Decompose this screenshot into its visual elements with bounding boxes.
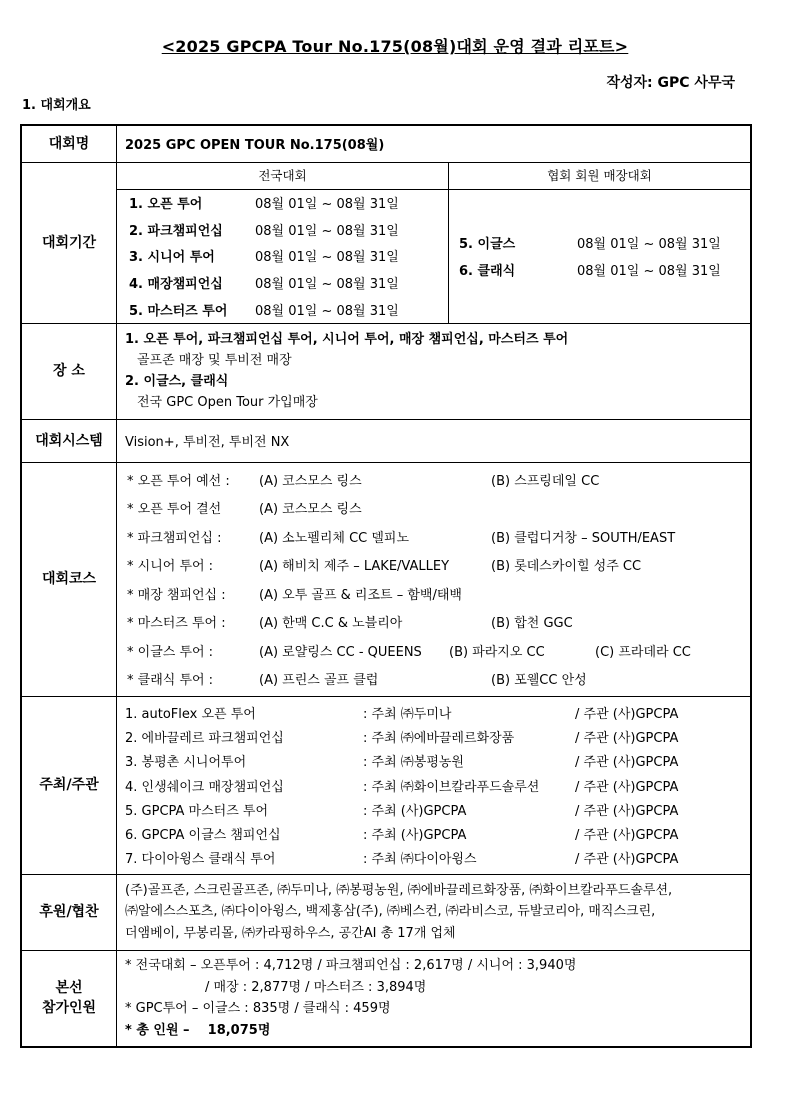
tour-name: 5. 마스터즈 투어: [129, 303, 228, 319]
label-place: 장 소: [21, 323, 117, 419]
course-cell: [117, 462, 752, 696]
tour-date: 08월 01일 ~ 08월 31일: [577, 237, 721, 253]
national-column: [117, 163, 449, 323]
course-tour: * 이글스 투어 :: [127, 644, 214, 660]
participants-total: * 총 인원 – 18,075명: [125, 1022, 271, 1038]
host-org: : 주최 (사)GPCPA: [363, 803, 467, 819]
course-b: (B) 클럽디거창 – SOUTH/EAST: [491, 530, 676, 546]
tour-date: 08월 01일 ~ 08월 31일: [255, 223, 399, 239]
host-item: [125, 845, 750, 869]
tour-date: 08월 01일 ~ 08월 31일: [577, 263, 721, 279]
host-org: : 주최 (사)GPCPA: [363, 827, 467, 843]
label-participants: [21, 950, 117, 1047]
course-a: (A) 오투 골프 & 리조트 – 함백/태백: [259, 587, 462, 603]
host-tour: 6. GPCPA 이글스 챔피언십: [125, 827, 281, 843]
row-course: [21, 462, 751, 696]
host-manager: / 주관 (사)GPCPA: [575, 852, 679, 868]
label-host: 주최/주관: [21, 696, 117, 874]
section-heading: 1. 대회개요: [22, 98, 91, 113]
host-item: [125, 725, 750, 749]
tour-name: 2. 파크챔피언십: [129, 223, 223, 239]
host-item: [125, 700, 750, 724]
host-tour: 5. GPCPA 마스터즈 투어: [125, 803, 269, 819]
host-tour: 7. 다이아윙스 클래식 투어: [125, 852, 276, 868]
course-a: (A) 해비치 제주 – LAKE/VALLEY: [259, 559, 450, 575]
row-place: [21, 323, 751, 419]
course-b: (B) 포웰CC 안성: [491, 673, 587, 689]
host-manager: / 주관 (사)GPCPA: [575, 779, 679, 795]
tour-name: 3. 시니어 투어: [129, 250, 215, 266]
host-manager: / 주관 (사)GPCPA: [575, 827, 679, 843]
member-item: [449, 229, 750, 256]
member-header: 협회 회원 매장대회: [449, 163, 750, 190]
tour-name: 4. 매장챔피언십: [129, 277, 223, 293]
sponsor-line: 더앰베이, 무봉리몰, ㈜카라핑하우스, 공간AI 총 17개 업체: [125, 925, 456, 941]
course-tour: * 매장 챔피언십 :: [127, 587, 226, 603]
value-system: Vision+, 투비전, 투비전 NX: [117, 419, 752, 462]
national-item: [117, 269, 448, 296]
row-host: [21, 696, 751, 874]
participants-line: * 전국대회 – 오픈투어 : 4,712명 / 파크챔피언십 : 2,617명 / 시니어 : 3,940명: [125, 958, 577, 974]
host-tour: 1. autoFlex 오픈 투어: [125, 706, 256, 722]
national-header: 전국대회: [117, 163, 448, 190]
course-c: (C) 프라데라 CC: [595, 644, 691, 660]
host-manager: / 주관 (사)GPCPA: [575, 731, 679, 747]
label-participants-line: 본선: [55, 980, 83, 997]
course-a: (A) 로얄링스 CC - QUEENS: [259, 644, 422, 660]
place-line: 전국 GPC Open Tour 가입매장: [137, 395, 318, 410]
course-a: (A) 코스모스 링스: [259, 502, 362, 518]
course-tour: * 시니어 투어 :: [127, 559, 214, 575]
host-item: [125, 821, 750, 845]
host-org: : 주최 ㈜다이아윙스: [363, 852, 477, 868]
host-tour: 4. 인생쉐이크 매장챔피언십: [125, 779, 284, 795]
tour-date: 08월 01일 ~ 08월 31일: [255, 250, 399, 266]
member-column: [449, 163, 750, 323]
place-line: 2. 이글스, 클래식: [125, 374, 229, 389]
course-a: (A) 한맥 C.C & 노블리아: [259, 616, 403, 632]
period-cell: [117, 162, 752, 323]
place-line: 골프존 매장 및 투비전 매장: [137, 353, 292, 368]
host-org: : 주최 ㈜화이브칼라푸드솔루션: [363, 779, 540, 795]
label-sponsor: 후원/협찬: [21, 874, 117, 950]
course-item: [125, 522, 750, 551]
course-b: (B) 롯데스카이힐 성주 CC: [491, 559, 642, 575]
tour-name: 1. 오픈 투어: [129, 197, 203, 213]
course-tour: * 오픈 투어 결선: [127, 502, 222, 518]
national-item: [117, 243, 448, 270]
overview-table: [20, 124, 752, 1048]
row-name: [21, 125, 751, 162]
label-system: 대회시스템: [21, 419, 117, 462]
course-item: [125, 665, 750, 694]
value-name: 2025 GPC OPEN TOUR No.175(08월): [117, 125, 752, 162]
tour-date: 08월 01일 ~ 08월 31일: [255, 303, 399, 319]
label-name: 대회명: [21, 125, 117, 162]
sponsor-line: ㈜알에스스포츠, ㈜다이아윙스, 백제홍삼(주), ㈜베스컨, ㈜라비스코, 듀발코리아, 매직스크린,: [125, 904, 656, 920]
national-item: [117, 216, 448, 243]
place-cell: [117, 323, 752, 419]
host-manager: / 주관 (사)GPCPA: [575, 803, 679, 819]
row-participants: [21, 950, 751, 1047]
row-sponsor: [21, 874, 751, 950]
participants-line: / 매장 : 2,877명 / 마스터즈 : 3,894명: [205, 979, 427, 995]
host-item: [125, 773, 750, 797]
host-org: : 주최 ㈜봉평농원: [363, 755, 464, 771]
participants-cell: [117, 950, 752, 1047]
host-tour: 3. 봉평촌 시니어투어: [125, 755, 247, 771]
tour-name: 5. 이글스: [459, 237, 516, 253]
course-b: (B) 합천 GGC: [491, 616, 573, 632]
course-item: [125, 494, 750, 523]
author-label: 작성자: GPC 사무국: [606, 75, 735, 91]
course-item: [125, 579, 750, 608]
course-item: [125, 636, 750, 665]
host-manager: / 주관 (사)GPCPA: [575, 755, 679, 771]
member-item: [449, 256, 750, 283]
course-a: (A) 프린스 골프 클럽: [259, 673, 379, 689]
host-item: [125, 749, 750, 773]
sponsor-cell: [117, 874, 752, 950]
host-tour: 2. 에바끌레르 파크챔피언십: [125, 731, 284, 747]
row-system: [21, 419, 751, 462]
report-title: <2025 GPCPA Tour No.175(08월)대회 운영 결과 리포트>: [161, 37, 629, 56]
sponsor-line: (주)골프존, 스크린골프존, ㈜두미나, ㈜봉평농원, ㈜에바끌레르화장품, ㈜화이브칼라푸드솔루션,: [125, 882, 673, 898]
place-line: 1. 오픈 투어, 파크챔피언십 투어, 시니어 투어, 매장 챔피언십, 마스터즈 투어: [125, 332, 569, 347]
tour-date: 08월 01일 ~ 08월 31일: [255, 277, 399, 293]
host-org: : 주최 ㈜두미나: [363, 706, 452, 722]
course-b: (B) 스프링데일 CC: [491, 473, 600, 489]
course-tour: * 마스터즈 투어 :: [127, 616, 226, 632]
course-b: (B) 파라지오 CC: [449, 644, 545, 660]
course-item: [125, 465, 750, 494]
label-course: 대회코스: [21, 462, 117, 696]
label-period: 대회기간: [21, 162, 117, 323]
course-a: (A) 소노펠리체 CC 델피노: [259, 530, 410, 546]
national-item: [117, 190, 448, 217]
host-cell: [117, 696, 752, 874]
course-tour: * 오픈 투어 예선 :: [127, 473, 230, 489]
national-item: [117, 296, 448, 323]
tour-date: 08월 01일 ~ 08월 31일: [255, 197, 399, 213]
course-item: [125, 608, 750, 637]
course-a: (A) 코스모스 링스: [259, 473, 362, 489]
tour-name: 6. 클래식: [459, 263, 516, 279]
course-tour: * 클래식 투어 :: [127, 673, 214, 689]
participants-line: * GPC투어 – 이글스 : 835명 / 클래식 : 459명: [125, 1001, 391, 1017]
host-org: : 주최 ㈜에바끌레르화장품: [363, 731, 515, 747]
host-item: [125, 797, 750, 821]
course-item: [125, 551, 750, 580]
label-participants-line: 참가인원: [41, 1000, 97, 1017]
host-manager: / 주관 (사)GPCPA: [575, 706, 679, 722]
row-period: [21, 162, 751, 323]
course-tour: * 파크챔피언십 :: [127, 530, 222, 546]
